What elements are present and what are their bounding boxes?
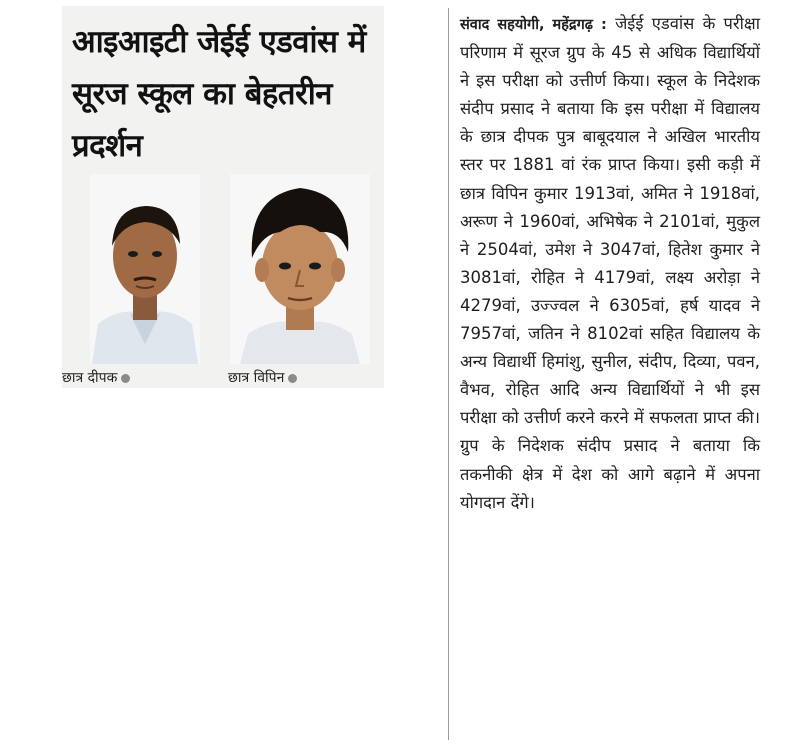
student-photo-deepak bbox=[90, 174, 200, 364]
caption-text: छात्र विपिन bbox=[228, 370, 285, 386]
portrait-image bbox=[90, 174, 200, 364]
photo-caption-vipin bbox=[228, 368, 297, 387]
student-photo-vipin bbox=[230, 174, 370, 364]
photo-caption-deepak bbox=[62, 368, 130, 387]
headline-panel bbox=[62, 6, 384, 388]
article-body bbox=[460, 10, 760, 517]
column-divider bbox=[448, 8, 449, 740]
portrait-image bbox=[230, 174, 370, 364]
article-headline: आइआइटी जेईई एडवांस में सूरज स्कूल का बेहतरीन प्रदर्शन bbox=[72, 24, 366, 164]
caption-text: छात्र दीपक bbox=[62, 370, 118, 386]
bullet-icon bbox=[288, 374, 297, 383]
bullet-icon bbox=[121, 374, 130, 383]
article-byline: संवाद सहयोगी, महेंद्रगढ़ : bbox=[460, 17, 607, 33]
article-body-text: जेईई एडवांस के परीक्षा परिणाम में सूरज ग्रुप के 45 से अधिक विद्यार्थियों ने इस परीक्षा को उत्तीर्ण किया। स्कूल के निदेशक संदीप प्रसाद ने बताया कि इस परीक्षा में विद्यालय के छात्र दीपक पुत्र बाबूदयाल ने अखिल भारतीय स्तर पर 1881 वां रंक प्राप्त किया। इसी कड़ी में छात्र विपिन कुमार 1913वां, अमित ने 1918वां, अरूण ने 1960वां, अभिषेक ने 2101वां, मुकुल ने 2504वां, उमेश ने 3047वां, हितेश कुमार ने 3081वां, रोहित ने 4179वां, लक्ष्य अरोड़ा ने 4279वां, उज्ज्वल ने 6305वां, हर्ष यादव ने 7957वां, जतिन ने 8102वां सहित विद्यालय के अन्य विद्यार्थी हिमांशु, सुनील, संदीप, दिव्या, पवन, वैभव, रोहित आदि अन्य विद्यार्थियों ने भी इस परीक्षा को उत्तीर्ण करने करने में सफलता प्राप्त की। ग्रुप के निदेशक संदीप प्रसाद ने बताया कि तकनीकी क्षेत्र में देश को आगे बढ़ाने में अपना योगदान देंगे। bbox=[460, 14, 761, 512]
